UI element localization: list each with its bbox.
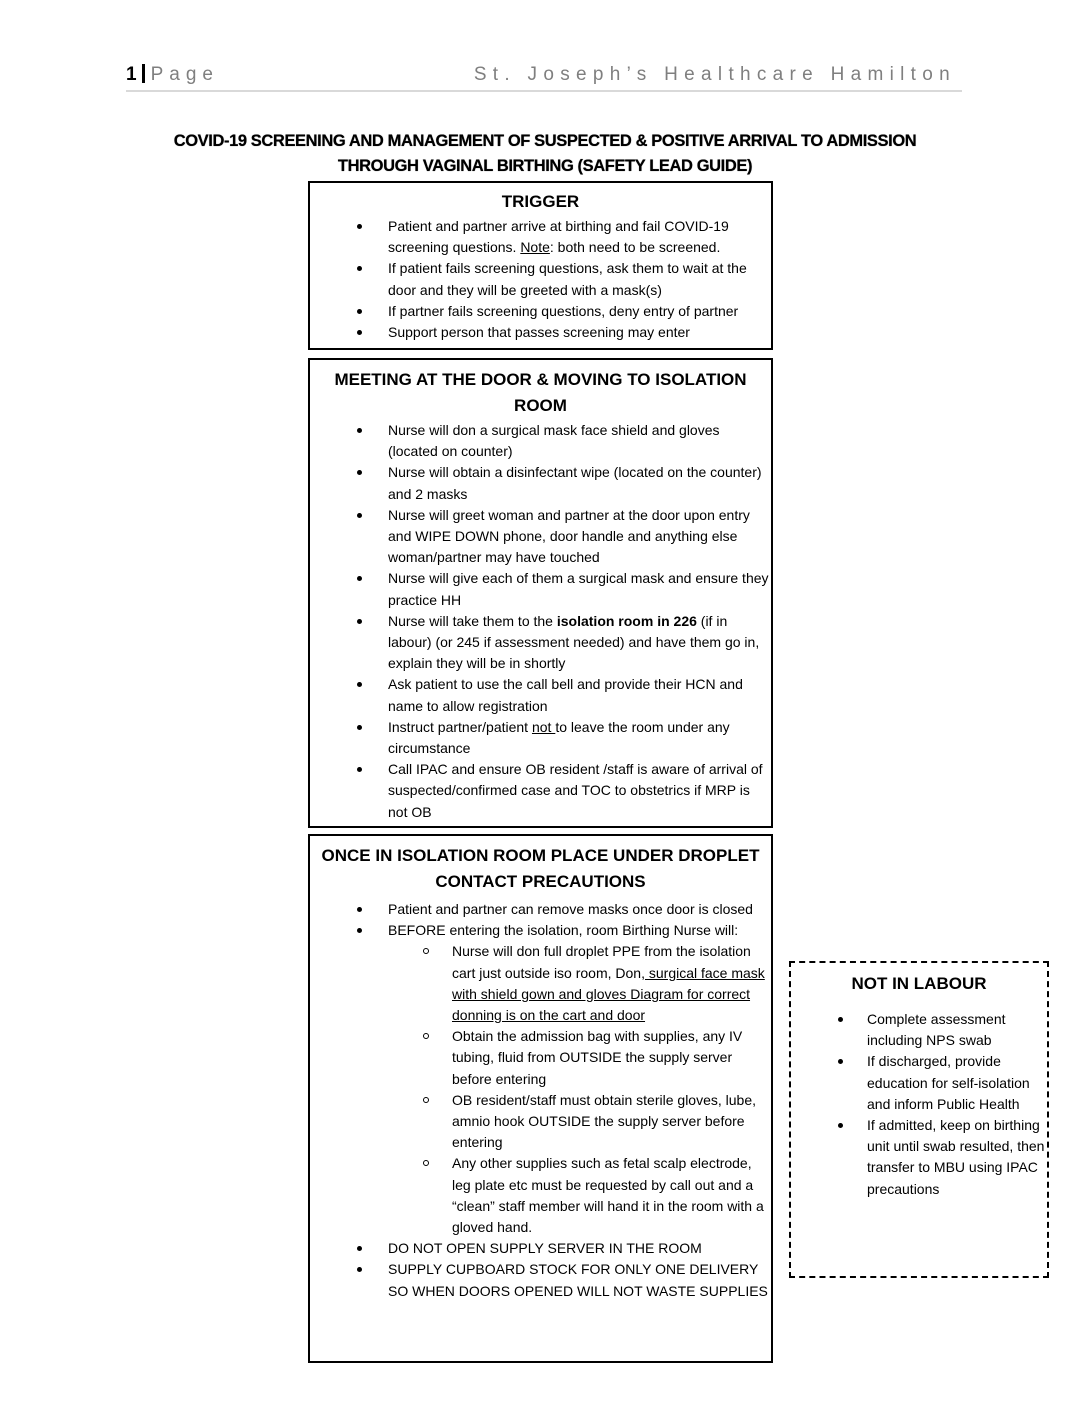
- bullet-icon: [357, 928, 362, 933]
- list-item: Nurse will take them to the isolation room in 226 (if in labour) (or 245 if assessment needed) and have them go in, explain they will be in shortly: [310, 611, 771, 675]
- document-title-line-2: THROUGH VAGINAL BIRTHING (SAFETY LEAD GUIDE): [337, 157, 753, 175]
- sub-list-item: Any other supplies such as fetal scalp electrode, leg plate etc must be requested by call out and a “clean” staff member will hand it in the room with a gloved hand.: [310, 1153, 771, 1238]
- not-emphasis: not: [531, 718, 556, 735]
- list-item: Complete assessment including NPS swab: [791, 1009, 1047, 1051]
- page-label: Page: [150, 64, 219, 85]
- bullet-icon: [357, 470, 362, 475]
- bullet-icon: [357, 682, 362, 687]
- trigger-list: [310, 216, 771, 343]
- organization-name: St. Joseph’s Healthcare Hamilton: [473, 64, 956, 85]
- list-item: If admitted, keep on birthing unit until swab resulted, then transfer to MBU using IPAC precautions: [791, 1115, 1047, 1200]
- hollow-bullet-icon: [423, 948, 429, 954]
- document-title-line-1: COVID-19 SCREENING AND MANAGEMENT OF SUSPECTED & POSITIVE ARRIVAL TO ADMISSION: [173, 132, 917, 150]
- isolation-sub-list: [388, 941, 771, 1238]
- isolation-room-emphasis: isolation room in 226: [556, 612, 697, 629]
- not-in-labour-box: [789, 961, 1049, 1278]
- list-item: SUPPLY CUPBOARD STOCK FOR ONLY ONE DELIVERY SO WHEN DOORS OPENED WILL NOT WASTE SUPPLIES: [310, 1259, 771, 1301]
- bullet-icon: [357, 330, 362, 335]
- meeting-heading: MEETING AT THE DOOR & MOVING TO ISOLATION ROOM: [334, 370, 747, 415]
- hollow-bullet-icon: [423, 1160, 429, 1166]
- bullet-icon: [357, 725, 362, 730]
- hollow-bullet-icon: [423, 1097, 429, 1103]
- bullet-icon: [357, 576, 362, 581]
- list-item: If discharged, provide education for self-isolation and inform Public Health: [791, 1051, 1047, 1115]
- bullet-icon: [838, 1123, 843, 1128]
- sub-list-item: Nurse will don full droplet PPE from the isolation cart just outside iso room, Don, surgical face mask with shield gown and gloves Diagram for correct donning is on the cart and door: [310, 941, 771, 1026]
- document-title: [120, 129, 970, 179]
- sub-list-item: OB resident/staff must obtain sterile gloves, lube, amnio hook OUTSIDE the supply server before entering: [310, 1090, 771, 1154]
- list-item: Nurse will greet woman and partner at the door upon entry and WIPE DOWN phone, door handle and anything else woman/partner may have touched: [310, 505, 771, 569]
- meeting-list: [310, 420, 771, 823]
- page-number-value: 1: [126, 64, 138, 85]
- meeting-at-door-box: [308, 358, 773, 828]
- trigger-heading: TRIGGER: [501, 192, 580, 211]
- bullet-icon: [357, 1267, 362, 1272]
- bullet-icon: [357, 224, 362, 229]
- hollow-bullet-icon: [423, 1033, 429, 1039]
- trigger-box: [308, 181, 773, 350]
- sub-list-item: Obtain the admission bag with supplies, any IV tubing, fluid from OUTSIDE the supply server before entering: [310, 1026, 771, 1090]
- bullet-icon: [838, 1017, 843, 1022]
- bullet-icon: [838, 1059, 843, 1064]
- bullet-icon: [357, 428, 362, 433]
- list-item: If patient fails screening questions, ask them to wait at the door and they will be greeted with a mask(s): [310, 258, 771, 300]
- list-item: Call IPAC and ensure OB resident /staff is aware of arrival of suspected/confirmed case and TOC to obstetrics if MRP is not OB: [310, 759, 771, 823]
- list-item: Nurse will obtain a disinfectant wipe (located on the counter) and 2 masks: [310, 462, 771, 504]
- bullet-icon: [357, 513, 362, 518]
- list-item: Nurse will don a surgical mask face shield and gloves (located on counter): [310, 420, 771, 462]
- list-item: Patient and partner arrive at birthing and fail COVID-19 screening questions. Note: both need to be screened.: [310, 216, 771, 258]
- list-item: If partner fails screening questions, deny entry of partner: [310, 301, 771, 322]
- list-item: Instruct partner/patient not to leave the room under any circumstance: [310, 717, 771, 759]
- page-separator: [142, 64, 145, 83]
- bullet-icon: [357, 619, 362, 624]
- ppe-instruction-emphasis: , surgical face mask with shield gown and gloves Diagram for correct donning is on the cart and door: [452, 964, 765, 1024]
- page-number: [126, 64, 219, 86]
- bullet-icon: [357, 907, 362, 912]
- not-in-labour-list: [791, 1009, 1047, 1200]
- list-item: Patient and partner can remove masks once door is closed: [310, 899, 771, 920]
- list-item: Nurse will give each of them a surgical mask and ensure they practice HH: [310, 568, 771, 610]
- not-in-labour-heading: NOT IN LABOUR: [851, 974, 987, 993]
- bullet-icon: [357, 767, 362, 772]
- list-item: BEFORE entering the isolation, room Birthing Nurse will: Nurse will don full droplet PPE from the isolation cart just outside iso room, Don, surgical face mask with shield gown and gloves Diagram for correct donning is on the cart and door Obtain the admission bag with supplies, any IV tubing, fluid from OUTSIDE the supply server before entering OB resident/staff must obtain sterile gloves, lube, amnio hook OUTSIDE the supply server before entering Any other supplies such as fetal scalp electrode, leg plate etc must be requested by call out and a “clean” staff member will hand it in the room with a gloved hand.: [310, 920, 771, 1238]
- list-item: DO NOT OPEN SUPPLY SERVER IN THE ROOM: [310, 1238, 771, 1259]
- note-emphasis: Note: [520, 239, 550, 256]
- bullet-icon: [357, 266, 362, 271]
- bullet-icon: [357, 1246, 362, 1251]
- isolation-heading: ONCE IN ISOLATION ROOM PLACE UNDER DROPLET CONTACT PRECAUTIONS: [321, 846, 760, 891]
- list-item: Ask patient to use the call bell and provide their HCN and name to allow registration: [310, 674, 771, 716]
- bullet-icon: [357, 309, 362, 314]
- isolation-room-box: [308, 834, 773, 1363]
- list-item: Support person that passes screening may enter: [310, 322, 771, 343]
- isolation-list: [310, 899, 771, 1302]
- page-header: [126, 64, 962, 92]
